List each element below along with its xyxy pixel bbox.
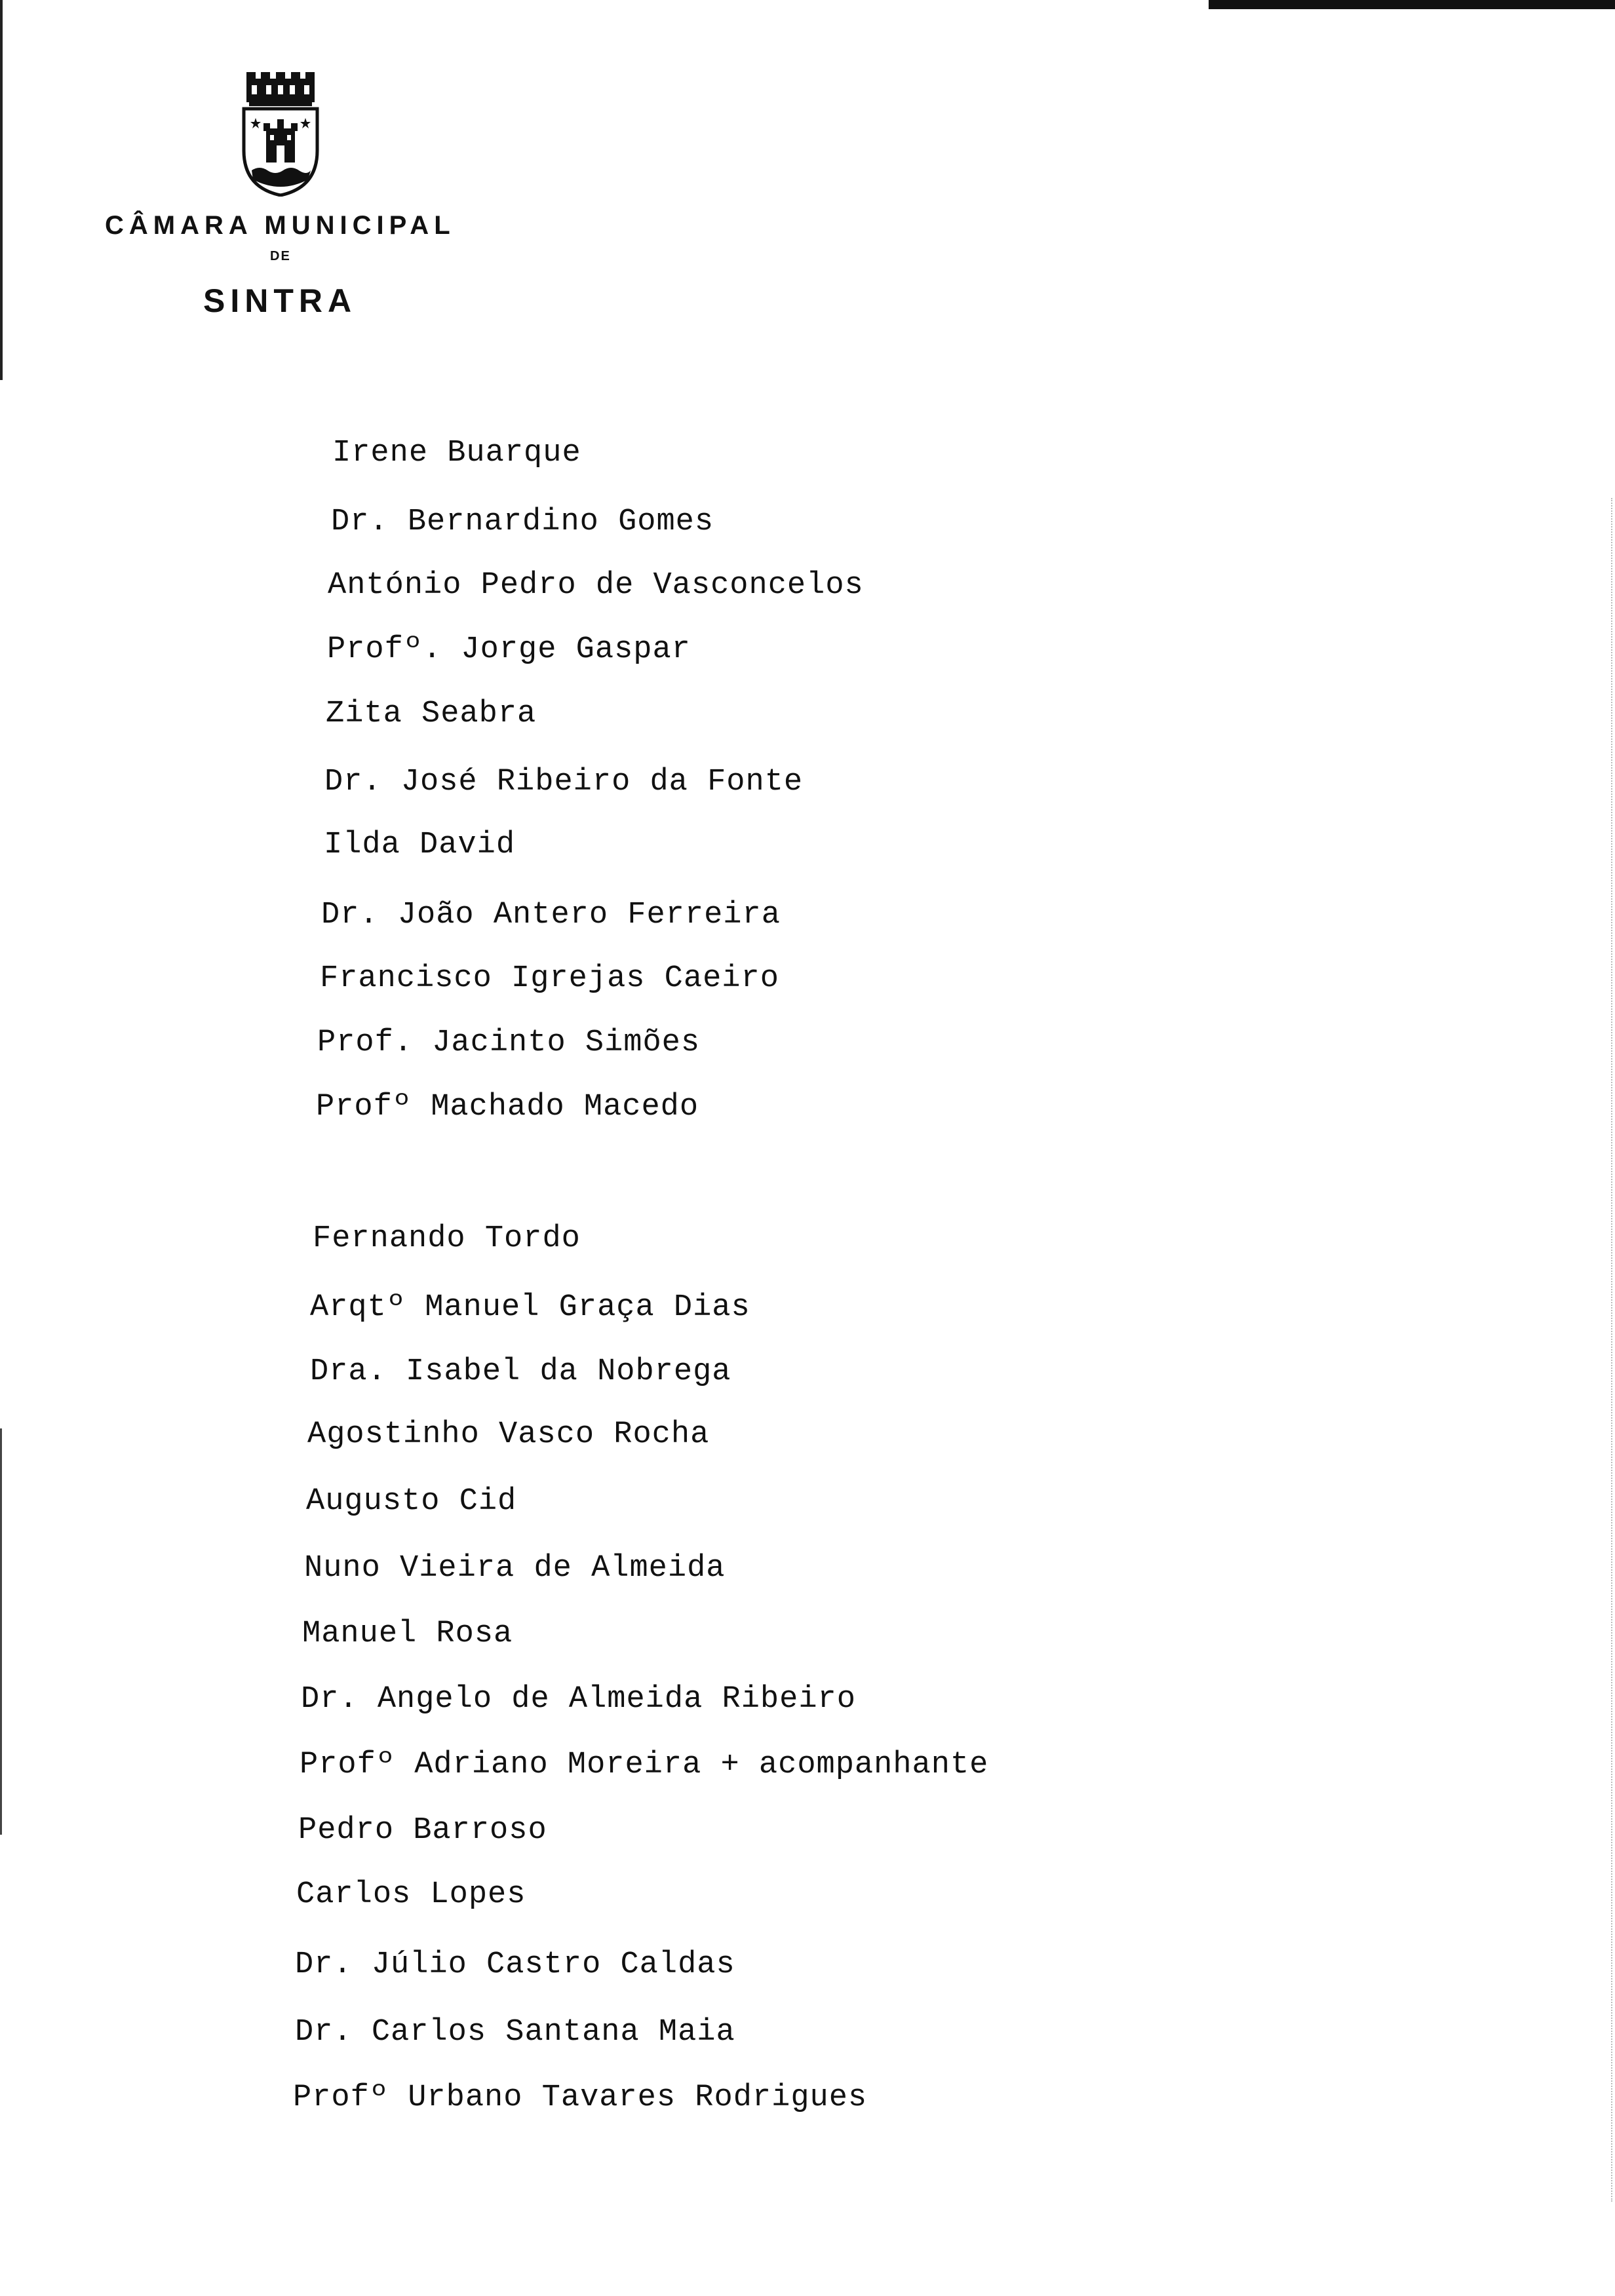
- guest-name: Dra. Isabel da Nobrega: [310, 1354, 731, 1389]
- guest-name: Dr. Bernardino Gomes: [331, 505, 714, 539]
- guest-name: Dr. Júlio Castro Caldas: [295, 1947, 735, 1982]
- guest-name: Profº Urbano Tavares Rodrigues: [293, 2080, 868, 2115]
- guest-name: Dr. Angelo de Almeida Ribeiro: [301, 1682, 856, 1717]
- guest-name: Augusto Cid: [306, 1484, 517, 1519]
- org-name-line1: CÂMARA MUNICIPAL: [105, 211, 456, 240]
- guest-name: Prof. Jacinto Simões: [317, 1025, 701, 1060]
- guest-name: Ilda David: [324, 828, 516, 862]
- guest-name: Manuel Rosa: [302, 1617, 513, 1651]
- guest-name: Irene Buarque: [332, 436, 581, 470]
- guest-name: Profº Adriano Moreira + acompanhante: [300, 1748, 989, 1782]
- guest-name: Dr. Carlos Santana Maia: [295, 2015, 735, 2050]
- guest-name: Francisco Igrejas Caeiro: [320, 961, 779, 996]
- guest-name: Profº Machado Macedo: [316, 1090, 699, 1124]
- guest-name: Dr. José Ribeiro da Fonte: [324, 765, 804, 799]
- guest-name: António Pedro de Vasconcelos: [328, 568, 864, 603]
- guest-name: Profº. Jorge Gaspar: [327, 632, 691, 667]
- guest-name: Pedro Barroso: [298, 1813, 547, 1848]
- org-name-line3: SINTRA: [203, 282, 357, 319]
- org-name-line2: DE: [270, 249, 291, 263]
- guest-name: Dr. João Antero Ferreira: [321, 898, 781, 932]
- guest-name: Zita Seabra: [326, 697, 537, 731]
- guest-name: Nuno Vieira de Almeida: [304, 1551, 726, 1586]
- guest-name: Fernando Tordo: [313, 1221, 581, 1256]
- guest-name: Agostinho Vasco Rocha: [307, 1417, 710, 1452]
- guest-name: Arqtº Manuel Graça Dias: [310, 1290, 750, 1325]
- guest-name: Carlos Lopes: [296, 1877, 526, 1912]
